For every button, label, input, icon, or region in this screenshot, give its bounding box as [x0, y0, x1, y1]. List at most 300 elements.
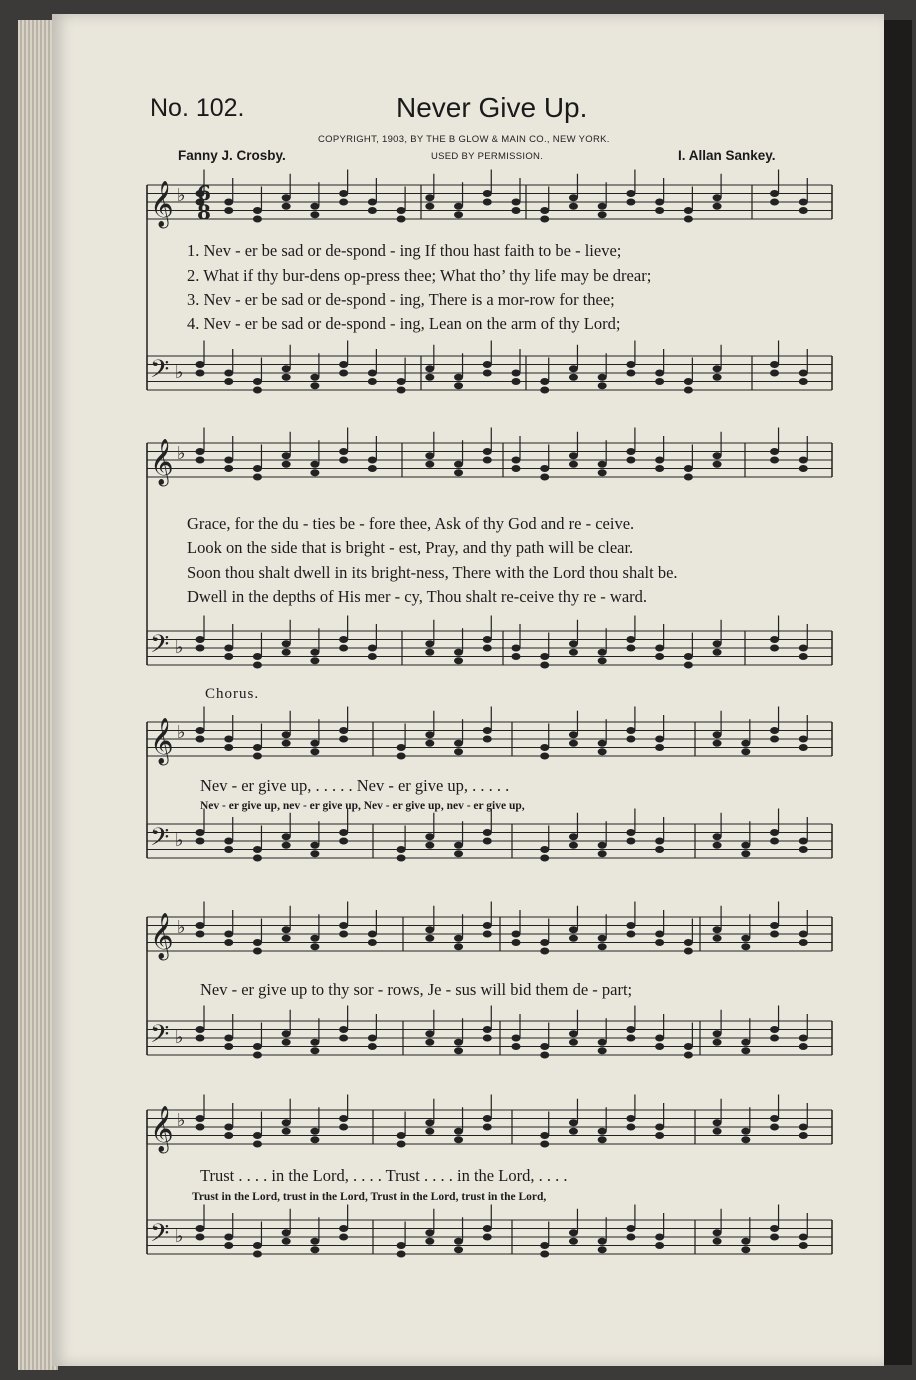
note-head — [540, 662, 549, 669]
note-head — [569, 1238, 578, 1245]
note-head — [282, 1039, 291, 1046]
hymn-number: No. 102. — [150, 94, 245, 122]
note-head — [799, 653, 808, 660]
note-head — [339, 457, 348, 464]
note-head — [569, 461, 578, 468]
bass-clef-icon: 𝄢 — [150, 1020, 170, 1055]
note-head — [310, 1128, 319, 1135]
note-head — [282, 365, 291, 372]
note-head — [196, 457, 205, 464]
note-head — [253, 1052, 262, 1059]
note-head — [253, 1251, 262, 1258]
verse-4-line-2: Dwell in the depths of His mer - cy, Thou shalt re-ceive thy re - ward. — [187, 587, 648, 606]
note-head — [799, 199, 808, 206]
note-head — [569, 649, 578, 656]
verse-2-line-1: 2. What if thy bur-dens op-press thee; What tho’ thy life may be drear; — [187, 266, 652, 285]
note-head — [282, 842, 291, 849]
note-head — [713, 935, 722, 942]
note-head — [339, 1026, 348, 1033]
note-head — [253, 378, 262, 385]
note-head — [425, 740, 434, 747]
note-head — [741, 842, 750, 849]
note-head — [713, 740, 722, 747]
note-head — [655, 736, 664, 743]
note-head — [282, 1119, 291, 1126]
note-head — [799, 744, 808, 751]
note-head — [454, 1039, 463, 1046]
note-head — [454, 842, 463, 849]
note-head — [540, 474, 549, 481]
note-head — [512, 378, 521, 385]
verse-1-line-2: Grace, for the du - ties be - fore thee, Ask of thy God and re - ceive. — [187, 514, 635, 533]
note-head — [253, 216, 262, 223]
note-head — [713, 452, 722, 459]
note-head — [425, 833, 434, 840]
note-head — [598, 374, 607, 381]
verse-3-line-1: 3. Nev - er be sad or de-spond - ing, There is a mor-row for thee; — [187, 290, 615, 309]
note-head — [282, 461, 291, 468]
note-head — [512, 1035, 521, 1042]
note-head — [454, 469, 463, 476]
note-head — [368, 653, 377, 660]
note-head — [224, 846, 233, 853]
note-head — [339, 1115, 348, 1122]
chorus-line-1-lyric: Nev - er give up, . . . . . Nev - er give up, . . . . . — [200, 776, 510, 795]
note-head — [397, 216, 406, 223]
note-head — [310, 943, 319, 950]
note-head — [569, 203, 578, 210]
note-head — [224, 465, 233, 472]
note-head — [569, 640, 578, 647]
note-head — [512, 1043, 521, 1050]
note-head — [684, 653, 693, 660]
note-head — [196, 922, 205, 929]
note-head — [598, 657, 607, 664]
note-head — [655, 931, 664, 938]
note-head — [253, 653, 262, 660]
note-head — [569, 365, 578, 372]
note-head — [196, 1026, 205, 1033]
note-head — [224, 736, 233, 743]
time-signature: 8 — [197, 200, 211, 224]
note-head — [655, 939, 664, 946]
note-head — [339, 190, 348, 197]
note-head — [339, 361, 348, 368]
note-head — [397, 1141, 406, 1148]
note-head — [196, 1225, 205, 1232]
note-head — [339, 829, 348, 836]
note-head — [310, 1039, 319, 1046]
note-head — [339, 838, 348, 845]
note-head — [713, 649, 722, 656]
bass-clef-icon: 𝄢 — [150, 823, 170, 858]
flat-icon: ♭ — [177, 917, 186, 938]
note-head — [397, 378, 406, 385]
note-head — [770, 838, 779, 845]
note-head — [569, 935, 578, 942]
note-head — [799, 207, 808, 214]
note-head — [282, 649, 291, 656]
note-head — [196, 361, 205, 368]
verse-4-line-1: 4. Nev - er be sad or de-spond - ing, Lean on the arm of thy Lord; — [187, 314, 621, 333]
note-head — [425, 452, 434, 459]
note-head — [598, 740, 607, 747]
note-head — [770, 199, 779, 206]
lyricist-credit: Fanny J. Crosby. — [178, 148, 286, 163]
note-head — [483, 829, 492, 836]
note-head — [598, 382, 607, 389]
note-head — [540, 378, 549, 385]
note-head — [770, 922, 779, 929]
note-head — [253, 846, 262, 853]
note-head — [799, 645, 808, 652]
note-head — [770, 1225, 779, 1232]
note-head — [483, 448, 492, 455]
treble-clef-icon: 𝄞 — [150, 913, 174, 959]
note-head — [224, 1242, 233, 1249]
note-head — [454, 374, 463, 381]
note-head — [569, 452, 578, 459]
treble-clef-icon: 𝄞 — [150, 439, 174, 485]
note-head — [655, 1124, 664, 1131]
note-head — [569, 194, 578, 201]
note-head — [310, 203, 319, 210]
note-head — [454, 748, 463, 755]
note-head — [397, 744, 406, 751]
note-head — [799, 1043, 808, 1050]
treble-clef-icon: 𝄞 — [150, 1106, 174, 1152]
note-head — [512, 370, 521, 377]
note-head — [713, 203, 722, 210]
note-head — [569, 731, 578, 738]
note-head — [253, 387, 262, 394]
note-head — [253, 1043, 262, 1050]
note-head — [512, 645, 521, 652]
note-head — [310, 657, 319, 664]
note-head — [483, 370, 492, 377]
note-head — [224, 207, 233, 214]
note-head — [569, 1039, 578, 1046]
note-head — [339, 1225, 348, 1232]
note-head — [512, 457, 521, 464]
note-head — [770, 1026, 779, 1033]
note-head — [454, 850, 463, 857]
note-head — [196, 645, 205, 652]
note-head — [196, 1124, 205, 1131]
note-head — [425, 842, 434, 849]
note-head — [626, 1035, 635, 1042]
note-head — [770, 457, 779, 464]
note-head — [397, 1132, 406, 1139]
note-head — [454, 649, 463, 656]
note-head — [626, 931, 635, 938]
flat-icon: ♭ — [177, 443, 186, 464]
note-head — [655, 838, 664, 845]
chorus-line-2-lyric: Nev - er give up to thy sor - rows, Je - sus will bid them de - part; — [200, 980, 633, 999]
note-head — [655, 744, 664, 751]
flat-icon: ♭ — [177, 1110, 186, 1131]
note-head — [799, 939, 808, 946]
note-head — [713, 1128, 722, 1135]
note-head — [684, 939, 693, 946]
time-signature: 6 — [197, 181, 211, 205]
note-head — [799, 1035, 808, 1042]
note-head — [540, 1132, 549, 1139]
note-head — [368, 931, 377, 938]
treble-clef-icon: 𝄞 — [150, 181, 174, 227]
note-head — [770, 829, 779, 836]
note-head — [425, 1238, 434, 1245]
note-head — [454, 1238, 463, 1245]
note-head — [569, 926, 578, 933]
note-head — [339, 1035, 348, 1042]
note-head — [598, 1047, 607, 1054]
note-head — [483, 1026, 492, 1033]
note-head — [196, 1115, 205, 1122]
note-head — [425, 461, 434, 468]
note-head — [310, 649, 319, 656]
note-head — [540, 207, 549, 214]
note-head — [626, 1115, 635, 1122]
note-head — [713, 1229, 722, 1236]
note-head — [684, 474, 693, 481]
note-head — [655, 465, 664, 472]
note-head — [741, 1128, 750, 1135]
flat-icon: ♭ — [175, 362, 184, 383]
chorus-line-3-lyric: Trust . . . . in the Lord, . . . . Trust . . . . in the Lord, . . . . — [200, 1166, 568, 1185]
note-head — [196, 736, 205, 743]
note-head — [310, 740, 319, 747]
note-head — [454, 943, 463, 950]
note-head — [253, 662, 262, 669]
note-head — [483, 931, 492, 938]
note-head — [282, 452, 291, 459]
note-head — [569, 374, 578, 381]
note-head — [397, 207, 406, 214]
note-head — [799, 846, 808, 853]
note-head — [483, 199, 492, 206]
note-head — [310, 461, 319, 468]
note-head — [339, 1234, 348, 1241]
note-head — [799, 1242, 808, 1249]
note-head — [368, 465, 377, 472]
note-head — [684, 378, 693, 385]
note-head — [224, 939, 233, 946]
flat-icon: ♭ — [177, 185, 186, 206]
note-head — [310, 1136, 319, 1143]
note-head — [598, 748, 607, 755]
note-head — [368, 1043, 377, 1050]
note-head — [483, 457, 492, 464]
note-head — [310, 469, 319, 476]
note-head — [282, 926, 291, 933]
note-head — [224, 1043, 233, 1050]
note-head — [196, 370, 205, 377]
note-head — [598, 850, 607, 857]
note-head — [799, 1234, 808, 1241]
note-head — [310, 935, 319, 942]
note-head — [454, 461, 463, 468]
note-head — [770, 736, 779, 743]
note-head — [626, 1225, 635, 1232]
note-head — [310, 1246, 319, 1253]
note-head — [282, 640, 291, 647]
note-head — [799, 370, 808, 377]
note-head — [397, 1242, 406, 1249]
note-head — [339, 448, 348, 455]
note-head — [598, 1039, 607, 1046]
note-head — [799, 457, 808, 464]
note-head — [655, 653, 664, 660]
note-head — [282, 374, 291, 381]
note-head — [713, 1119, 722, 1126]
note-head — [224, 931, 233, 938]
note-head — [713, 1238, 722, 1245]
note-head — [368, 199, 377, 206]
note-head — [224, 457, 233, 464]
note-head — [224, 1234, 233, 1241]
note-head — [569, 833, 578, 840]
note-head — [224, 653, 233, 660]
note-head — [454, 1047, 463, 1054]
note-head — [540, 387, 549, 394]
note-head — [655, 846, 664, 853]
verse-3-line-2: Soon thou shalt dwell in its bright-ness, There with the Lord thou shalt be. — [187, 563, 678, 582]
note-head — [655, 370, 664, 377]
note-head — [483, 190, 492, 197]
note-head — [626, 199, 635, 206]
note-head — [425, 374, 434, 381]
note-head — [196, 838, 205, 845]
note-head — [253, 474, 262, 481]
note-head — [224, 838, 233, 845]
note-head — [397, 1251, 406, 1258]
note-head — [598, 1246, 607, 1253]
note-head — [713, 640, 722, 647]
note-head — [569, 740, 578, 747]
note-head — [253, 465, 262, 472]
note-head — [626, 829, 635, 836]
note-head — [425, 1128, 434, 1135]
note-head — [770, 1234, 779, 1241]
note-head — [741, 935, 750, 942]
note-head — [282, 731, 291, 738]
note-head — [425, 935, 434, 942]
note-head — [684, 465, 693, 472]
note-head — [540, 753, 549, 760]
note-head — [310, 842, 319, 849]
note-head — [368, 939, 377, 946]
composer-credit: I. Allan Sankey. — [678, 148, 776, 163]
note-head — [483, 1225, 492, 1232]
note-head — [770, 448, 779, 455]
note-head — [512, 465, 521, 472]
note-head — [454, 211, 463, 218]
note-head — [224, 744, 233, 751]
note-head — [339, 736, 348, 743]
chorus-line-1-echo: Nev - er give up, nev - er give up, Nev - er give up, nev - er give up, — [200, 800, 525, 812]
note-head — [655, 457, 664, 464]
permission-notice: USED BY PERMISSION. — [431, 151, 544, 162]
note-head — [626, 1234, 635, 1241]
note-head — [770, 727, 779, 734]
note-head — [454, 1246, 463, 1253]
note-head — [425, 1030, 434, 1037]
note-head — [425, 640, 434, 647]
note-head — [512, 939, 521, 946]
note-head — [425, 1039, 434, 1046]
note-head — [713, 461, 722, 468]
note-head — [598, 461, 607, 468]
note-head — [310, 748, 319, 755]
note-head — [569, 842, 578, 849]
note-head — [454, 935, 463, 942]
note-head — [339, 1124, 348, 1131]
note-head — [770, 190, 779, 197]
note-head — [253, 948, 262, 955]
note-head — [310, 1238, 319, 1245]
note-head — [310, 382, 319, 389]
note-head — [282, 194, 291, 201]
note-head — [713, 1030, 722, 1037]
note-head — [224, 1124, 233, 1131]
note-head — [540, 846, 549, 853]
note-head — [483, 645, 492, 652]
note-head — [253, 1242, 262, 1249]
note-head — [425, 731, 434, 738]
note-head — [741, 1047, 750, 1054]
note-head — [253, 1141, 262, 1148]
flat-icon: ♭ — [177, 722, 186, 743]
note-head — [626, 922, 635, 929]
note-head — [655, 1043, 664, 1050]
note-head — [282, 1238, 291, 1245]
note-head — [454, 1136, 463, 1143]
note-head — [598, 211, 607, 218]
note-head — [598, 943, 607, 950]
note-head — [540, 653, 549, 660]
note-head — [454, 382, 463, 389]
note-head — [713, 731, 722, 738]
note-head — [282, 1229, 291, 1236]
note-head — [626, 448, 635, 455]
note-head — [684, 1043, 693, 1050]
note-head — [799, 1124, 808, 1131]
note-head — [626, 736, 635, 743]
note-head — [540, 1043, 549, 1050]
note-head — [741, 740, 750, 747]
note-head — [196, 931, 205, 938]
note-head — [713, 833, 722, 840]
note-head — [512, 653, 521, 660]
note-head — [626, 190, 635, 197]
note-head — [655, 1035, 664, 1042]
note-head — [224, 378, 233, 385]
note-head — [368, 370, 377, 377]
note-head — [598, 1136, 607, 1143]
note-head — [626, 727, 635, 734]
note-head — [425, 365, 434, 372]
note-head — [282, 740, 291, 747]
note-head — [224, 370, 233, 377]
note-head — [655, 1132, 664, 1139]
note-head — [397, 387, 406, 394]
flat-icon: ♭ — [175, 1027, 184, 1048]
bass-clef-icon: 𝄢 — [150, 1219, 170, 1254]
note-head — [540, 1141, 549, 1148]
note-head — [626, 838, 635, 845]
note-head — [253, 207, 262, 214]
